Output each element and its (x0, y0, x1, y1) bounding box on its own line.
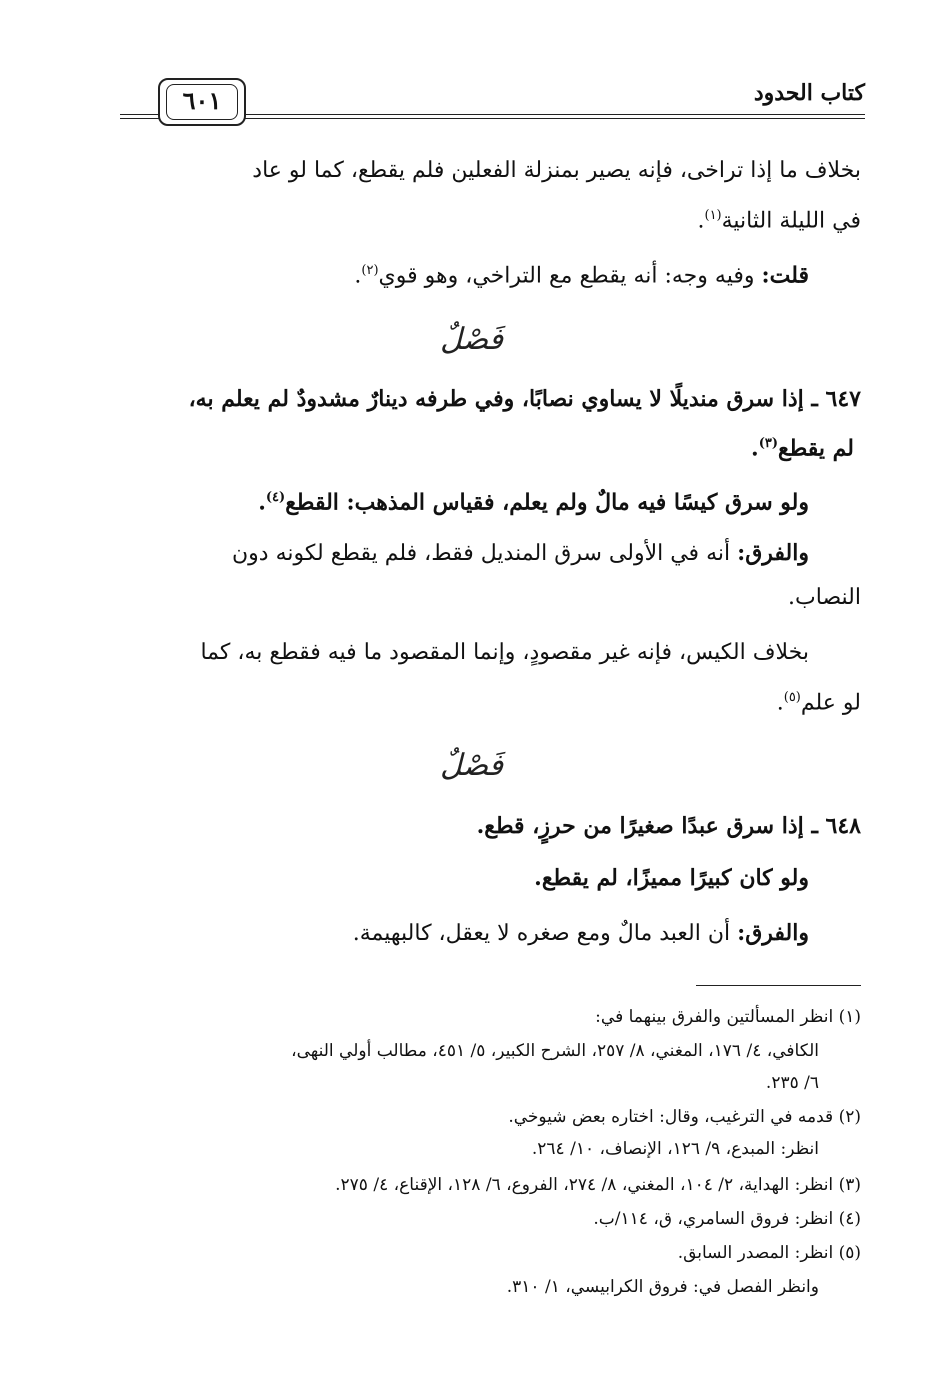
page-number: ٦٠١ (158, 78, 246, 126)
text: ٦٤٨ ـ إذا سرق عبدًا صغيرًا من حرزٍ، قطع. (476, 813, 861, 839)
text: . (697, 208, 705, 234)
footnote-number: (١) (838, 1007, 861, 1027)
footnote (678, 1240, 861, 1266)
text: لو علم (800, 690, 861, 716)
lead-word: قلت: (761, 262, 809, 289)
paragraph-line (777, 682, 861, 719)
footnote-text: انظر: فروق السامري، ق، ١١٤/ب. (593, 1209, 834, 1229)
footnote (595, 1004, 861, 1030)
text: ولو سرق كيسًا فيه مالٌ ولم يعلم، فقياس المذهب: القطع (285, 489, 809, 516)
footnote-line: وانظر الفصل في: فروق الكرابيسي، ١/ ٣١٠. (506, 1277, 819, 1297)
text: بخلاف الكيس، فإنه غير مقصودٍ، وإنما المقصود ما فيه فقطع به، كما (200, 640, 809, 665)
text: ٦٤٧ ـ إذا سرق منديلًا لا يساوي نصابًا، وفي طرفه دينارٌ مشدودٌ لم يعلم به، (188, 386, 861, 412)
section-heading: فَصْلٌ (440, 748, 504, 783)
footnote-number: (٤) (838, 1209, 861, 1229)
footnote-number: (٢) (838, 1107, 861, 1127)
paragraph-line (751, 428, 854, 464)
footnote-marker: (٢) (361, 263, 379, 278)
footnote-marker: (١) (704, 208, 722, 223)
text: لم يقطع (777, 435, 854, 462)
text: . (354, 263, 362, 289)
footnote-text: انظر: المصدر السابق. (677, 1243, 834, 1263)
text: في الليلة الثانية (721, 208, 861, 234)
footnote-text: قدمه في الترغيب، وقال: اختاره بعض شيوخي. (508, 1107, 834, 1127)
footnote-text: انظر: الهداية، ٢/ ١٠٤، المغني، ٨/ ٢٧٤، الفروع، ٦/ ١٢٨، الإقناع، ٤/ ٢٧٥. (335, 1175, 834, 1195)
page-header (120, 68, 865, 128)
text: بخلاف ما إذا تراخى، فإنه يصير بمنزلة الفعلين فلم يقطع، كما لو عاد (252, 158, 861, 183)
paragraph-line (252, 155, 861, 187)
paragraph-line (353, 917, 809, 950)
text: . (776, 690, 784, 716)
book-title: كتاب الحدود (753, 80, 865, 106)
footnote-number: (٥) (838, 1243, 861, 1263)
footnote-marker: (٤) (265, 490, 286, 505)
footnote (335, 1172, 861, 1198)
footnote-line: انظر: المبدع، ٩/ ١٢٦، الإنصاف، ١٠/ ٢٦٤. (531, 1139, 819, 1159)
footnote (593, 1206, 861, 1232)
footnote (508, 1104, 861, 1130)
paragraph-line (200, 637, 809, 669)
text: النصاب. (788, 585, 861, 610)
text: وفيه وجه: أنه يقطع مع التراخي، وهو قوي (378, 263, 762, 289)
footnote-line: الكافي، ٤/ ١٧٦، المغني، ٨/ ٢٥٧، الشرح الكبير، ٥/ ٤٥١، مطالب أولي النهى، (291, 1041, 819, 1061)
footnote-marker: (٣) (758, 436, 778, 451)
footnote-text: انظر المسألتين والفرق بينهما في: (595, 1007, 834, 1027)
footnote-separator (696, 985, 861, 986)
paragraph-line (189, 383, 861, 415)
paragraph-line (477, 810, 861, 842)
paragraph-line (232, 537, 809, 570)
text: . (258, 489, 266, 516)
text: . (751, 435, 759, 462)
text: ولو كان كبيرًا مميزًا، لم يقطع. (534, 865, 809, 891)
paragraph-line (354, 255, 809, 292)
footnote-number: (٣) (838, 1175, 861, 1195)
lead-word: والفرق: (737, 540, 809, 566)
text: أن العبد مالٌ ومع صغره لا يعقل، كالبهيمة. (352, 921, 738, 946)
footnote-marker: (٥) (783, 690, 801, 705)
paragraph-line (534, 862, 809, 894)
paragraph-line (697, 200, 861, 237)
section-heading: فَصْلٌ (440, 322, 504, 357)
text: أنه في الأولى سرق المنديل فقط، فلم يقطع لكونه دون (232, 541, 738, 566)
footnote-line: ٦/ ٢٣٥. (765, 1073, 819, 1093)
paragraph-line (788, 582, 861, 614)
paragraph-line (258, 482, 809, 518)
lead-word: والفرق: (737, 920, 809, 946)
